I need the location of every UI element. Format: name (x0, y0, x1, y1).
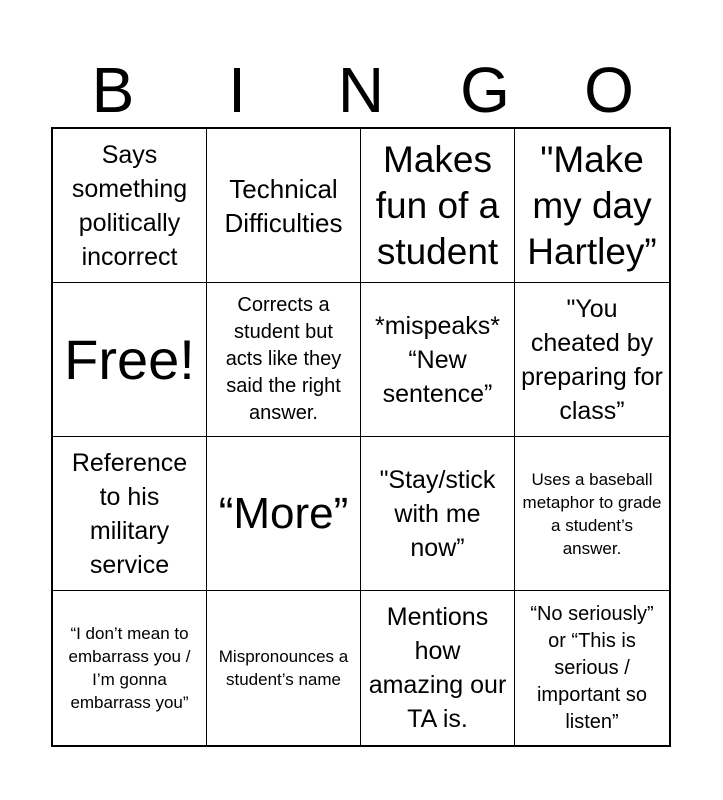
bingo-cell-r1c4[interactable] (515, 129, 669, 283)
cell-text: "Stay/stick with me now” (379, 465, 496, 562)
bingo-cell-r4c2[interactable] (207, 591, 361, 745)
header-letter-b: B (91, 54, 135, 126)
bingo-cell-free[interactable] (53, 283, 207, 437)
bingo-cell-r2c2[interactable] (207, 283, 361, 437)
bingo-cell-r2c3[interactable] (361, 283, 515, 437)
cell-text: *mispeaks* “New sentence” (374, 311, 501, 408)
cell-text: Makes fun of a student (375, 138, 500, 272)
bingo-header (51, 52, 671, 128)
cell-text: "Make my day Hartley” (527, 138, 657, 272)
cell-text: Uses a baseball metaphor to grade a student’s answer. (522, 469, 662, 558)
cell-text: Says something politically incorrect (71, 140, 188, 271)
header-letter-g: G (460, 54, 510, 126)
bingo-cell-r3c3[interactable] (361, 437, 515, 591)
cell-text: "You cheated by preparing for class” (521, 294, 663, 425)
bingo-cell-r3c4[interactable] (515, 437, 669, 591)
cell-text: Mentions how amazing our TA is. (368, 603, 507, 733)
bingo-board (51, 127, 671, 747)
cell-text: Corrects a student but acts like they said the right answer. (225, 294, 342, 424)
cell-text: Technical Difficulties (224, 173, 343, 238)
bingo-cell-r4c4[interactable] (515, 591, 669, 745)
bingo-cell-r3c2[interactable] (207, 437, 361, 591)
cell-text: “I don’t mean to embarrass you / I’m gonna embarrass you” (68, 624, 191, 712)
bingo-cell-r1c1[interactable] (53, 129, 207, 283)
header-letter-i: I (228, 54, 246, 126)
bingo-cell-r4c3[interactable] (361, 591, 515, 745)
cell-text: “More” (218, 488, 349, 538)
bingo-cell-r1c3[interactable] (361, 129, 515, 283)
bingo-cell-r1c2[interactable] (207, 129, 361, 283)
cell-text: Reference to his military service (71, 448, 188, 579)
bingo-cell-r4c1[interactable] (53, 591, 207, 745)
cell-text: Mispronounces a student’s name (218, 647, 349, 689)
bingo-cell-r2c4[interactable] (515, 283, 669, 437)
header-letter-n: N (337, 54, 385, 126)
cell-text: Free! (64, 327, 195, 391)
cell-text: “No seriously” or “This is serious / important so listen” (530, 602, 654, 733)
header-letter-o: O (584, 54, 634, 126)
bingo-cell-r3c1[interactable] (53, 437, 207, 591)
